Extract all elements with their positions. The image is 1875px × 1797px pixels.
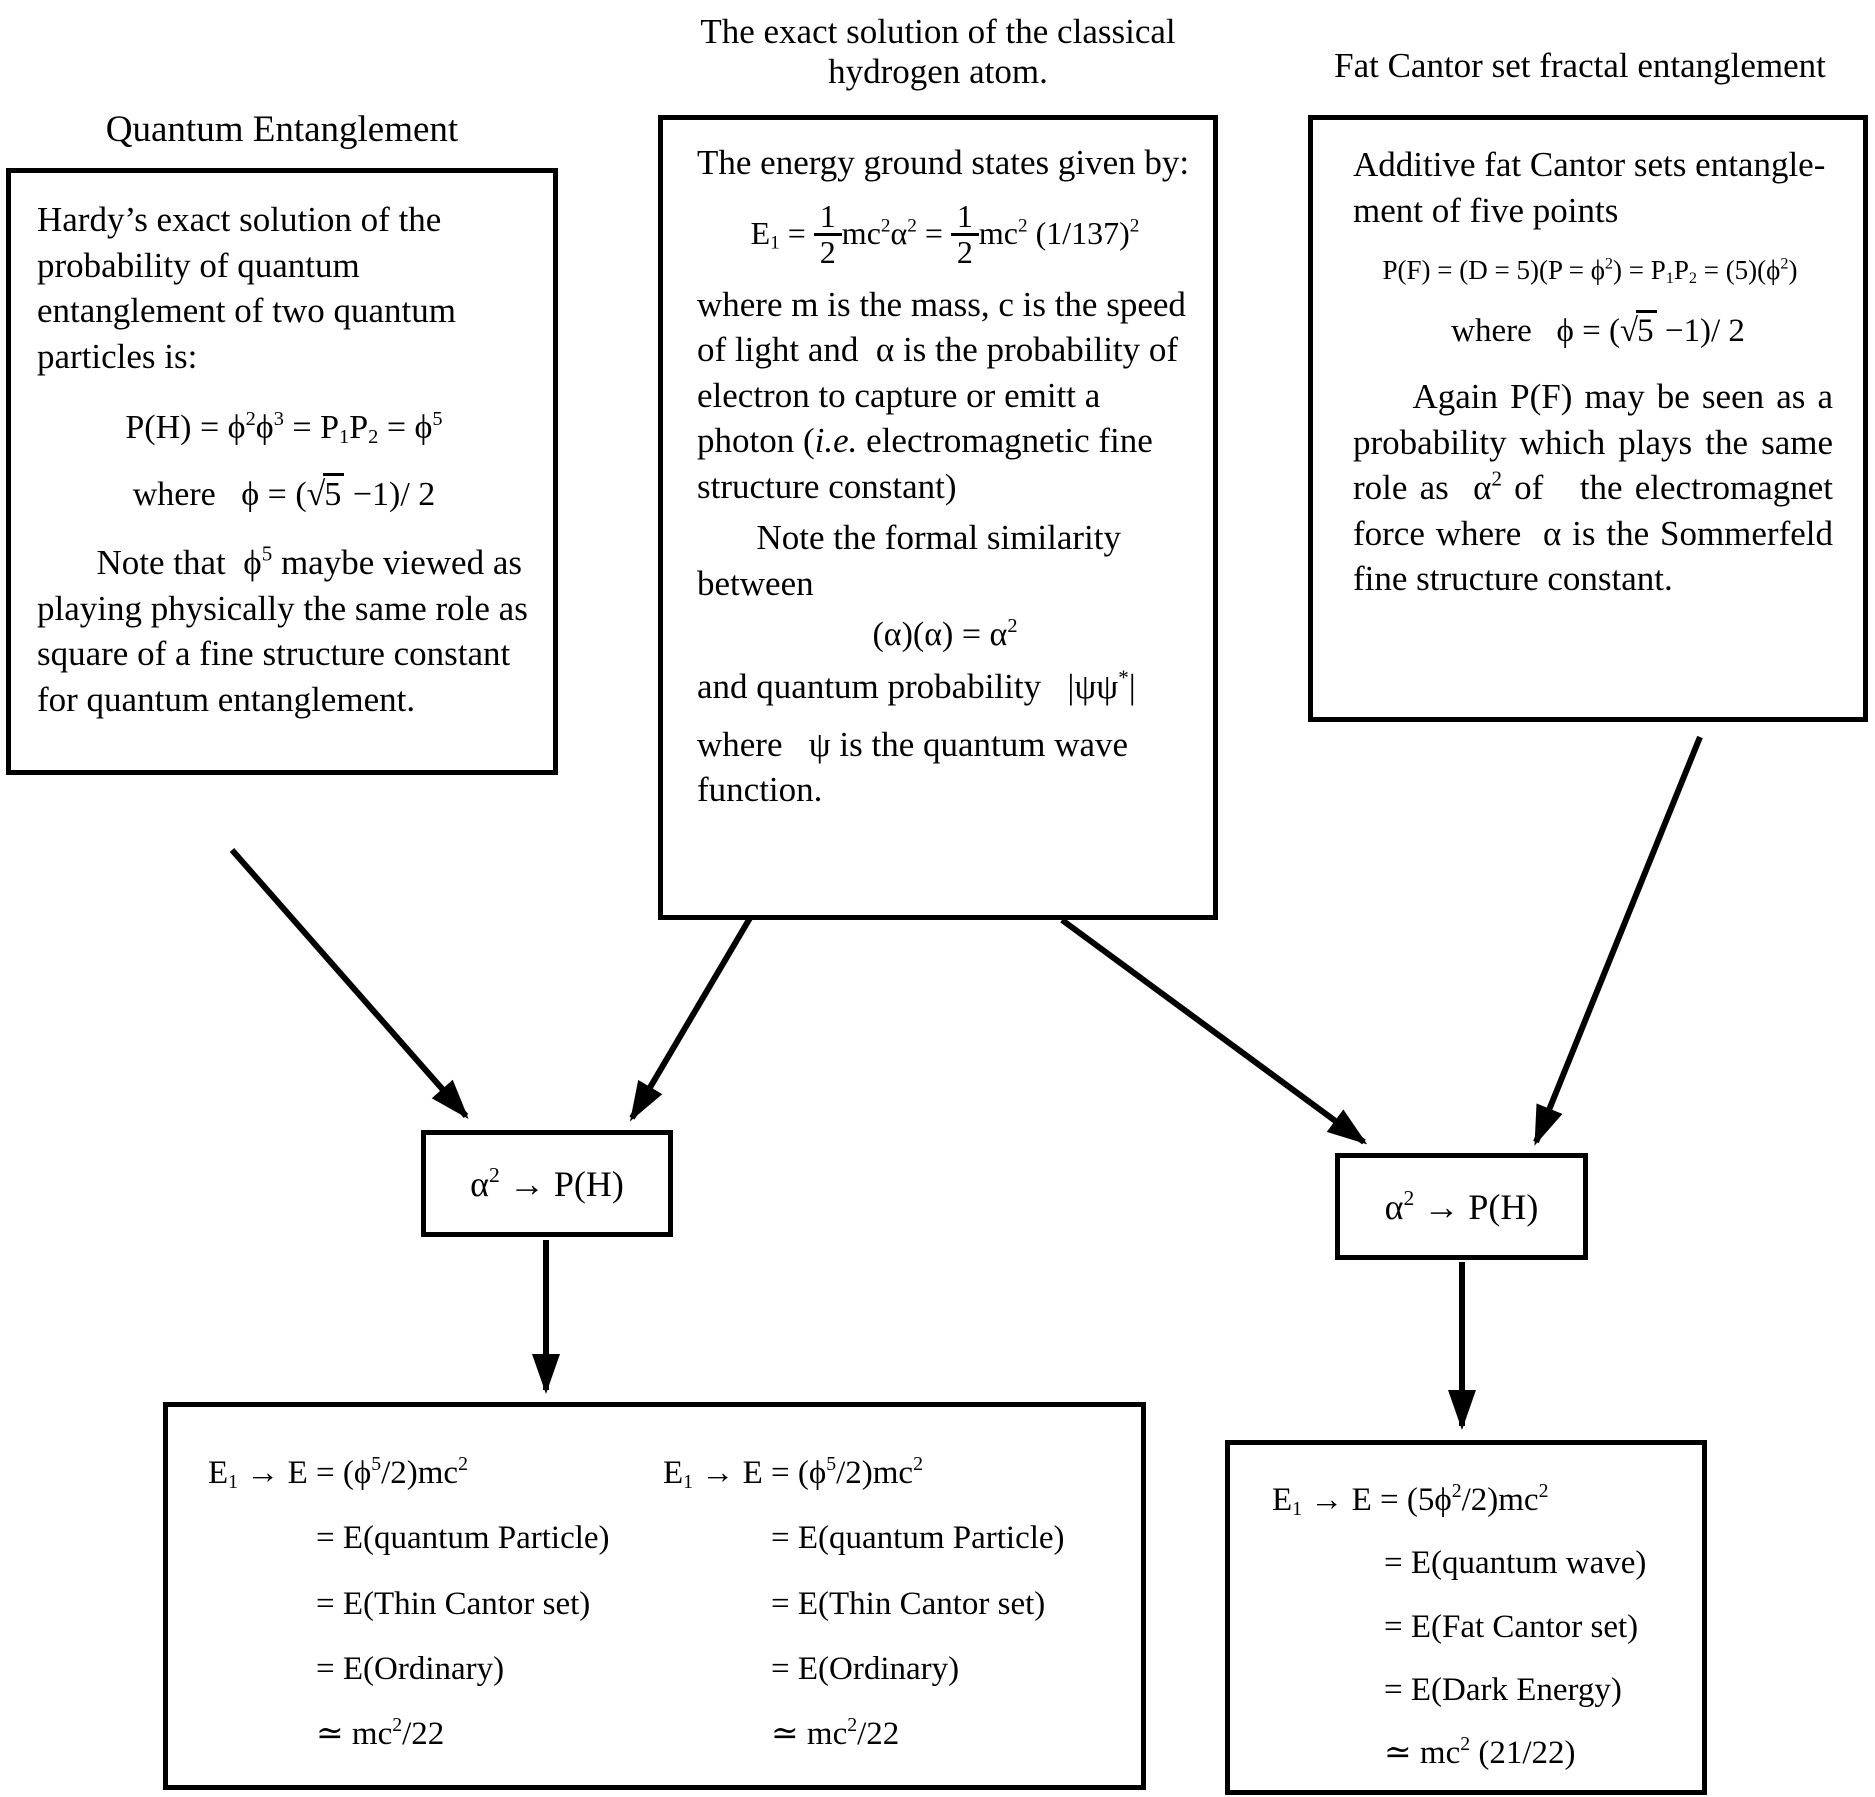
equation-line: = E(quantum wave) (1384, 1545, 1647, 1582)
equation-line: = E(quantum Particle) (316, 1520, 610, 1557)
equation-line: = E(Thin Cantor set) (316, 1585, 591, 1622)
equation-line: = E(Ordinary) (771, 1650, 960, 1687)
hydrogen-energy-formula: $E_1$ = $\frac{1}{2}$ $mc^2\alpha^2$ = $\frac{1}{2}$ $mc^2$ $(1/137)^2$ (750, 197, 1140, 271)
equation-line: ≃ $mc^2/22$ (316, 1714, 445, 1753)
equation-line: = E(Ordinary) (316, 1650, 505, 1687)
arrow (1062, 920, 1364, 1142)
equation-line: $E_1 \to E = (\phi^5/2)mc^2$ (208, 1453, 468, 1493)
alpha-to-ph-formula-right: $\alpha^2 \to P(H)$ (1384, 1185, 1539, 1227)
equation-line: = E(Thin Cantor set) (771, 1585, 1046, 1622)
hydrogen-title-line2: hydrogen atom. (828, 52, 1048, 91)
equation-line: ≃ $mc^2/22$ (771, 1714, 900, 1753)
hydrogen-title (658, 12, 1218, 92)
quantum-body-text: Hardy’s exact solution of the probability of quantum entanglement of two quantum particles is: (37, 200, 456, 376)
equation-line: $E_1 \to E = (\phi^5/2)mc^2$ (663, 1453, 923, 1493)
energy-bottom-right-box (1225, 1440, 1707, 1795)
cantor-note-text: Again P(F) may be seen as a probability which plays the same role as $\alpha^2$ of the electromagnet force where α is the Sommerfeld fine structure constant. (1353, 377, 1833, 598)
hydrogen-atom-box (658, 115, 1218, 920)
alpha-to-ph-formula-left: $\alpha^2 \to P(H)$ (470, 1162, 624, 1204)
hydrogen-explain-text: where m is the mass, c is the speed of light and α is the probability of electron to capture or emitt a photon (i.e. electromagnetic fine structure constant) (697, 284, 1186, 506)
alpha-to-ph-box-right (1335, 1153, 1588, 1260)
equation-line: = E(quantum Particle) (771, 1520, 1065, 1557)
cantor-pf-formula: $P(F) = (D = 5)(P = \phi^2) = P_1P_2 = (5)(\phi^2)$ (1382, 254, 1798, 288)
arrow (232, 850, 466, 1116)
hydrogen-note-text: Note the formal similarity between (697, 518, 1121, 603)
hydrogen-intro-text: The energy ground states given by: (697, 143, 1190, 182)
cantor-intro-text: Additive fat Cantor sets entangle- ment of five points (1353, 145, 1826, 230)
quantum-note-text: Note that $\phi^5$ maybe viewed as playing physically the same role as square of a fine structure constant for quantum entanglement. (37, 541, 528, 719)
arrow (632, 918, 750, 1118)
quantum-probability-formula: $P(H) = \phi^2\phi^3 = P_1P_2 = \phi^5$ (125, 407, 443, 449)
quantum-entanglement-title: Quantum Entanglement (105, 109, 459, 150)
alpha-to-ph-box-left (421, 1130, 673, 1237)
hydrogen-title-line1: The exact solution of the classical (700, 12, 1176, 51)
quantum-entanglement-box (6, 168, 558, 775)
cantor-phi-definition-formula: where ϕ = (√5 −1)/ 2 (1353, 310, 1843, 350)
equation-line: = E(Dark Energy) (1384, 1672, 1622, 1709)
equation-line: ≃ $mc^2$ (21/22) (1384, 1733, 1576, 1772)
energy-column-1 (208, 1441, 663, 1785)
hydrogen-wave-note-text: where ψ is the quantum wave function. (697, 724, 1129, 810)
fat-cantor-box (1308, 115, 1868, 722)
energy-column-2 (663, 1441, 1123, 1785)
quantum-phi-definition-formula: where ϕ = (√5 −1)/ 2 (37, 473, 531, 514)
equation-line: = E(Fat Cantor set) (1384, 1608, 1639, 1645)
hydrogen-similarity-formula: $(\alpha)(\alpha) = \alpha^2$ (872, 614, 1018, 654)
equation-line: $E_1 \to E = (5\phi^2/2)mc^2$ (1272, 1480, 1549, 1520)
fat-cantor-title: Fat Cantor set fractal entanglement (1334, 46, 1826, 85)
energy-bottom-left-box (163, 1402, 1146, 1790)
arrow (1536, 737, 1700, 1142)
hydrogen-quantum-probability-text: and quantum probability |ψψ*| (697, 665, 1136, 707)
